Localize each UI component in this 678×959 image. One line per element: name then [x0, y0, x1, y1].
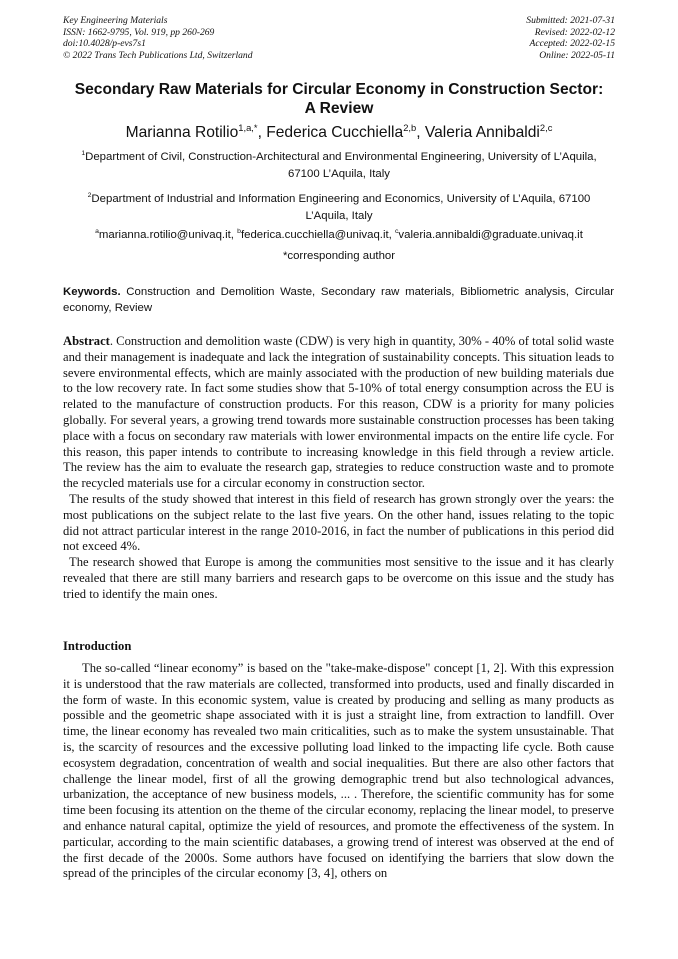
email-separator: ,	[388, 229, 395, 241]
author-affil-marker: 2,b	[403, 122, 417, 133]
paper-title	[40, 80, 638, 118]
author-list	[40, 123, 638, 142]
affiliation-1	[70, 149, 608, 183]
abstract	[63, 334, 614, 603]
author-affil-marker: 1,a,*	[238, 122, 258, 133]
abstract-text: . Construction and demolition waste (CDW) is very high in quantity, 30% - 40% of total solid waste and their management is inadequate and lack the integration of sustainability concepts. This situation leads to severe environmental effects, which are mainly associated with the production of new building materials due to the low recovery rate. In fact some studies show that 5-10% of total energy consumption across the EU is related to the manufacture of construction products. For this reason, CDW is a priority for many policies globally. For several years, a growing trend towards more sustainable construction processes has been taking place with a focus on secondary raw materials with lower environmental impacts on the entire life cycle. For this reason, this paper intends to contribute to increasing knowledge in this field through a review article. The review has the aim to evaluate the research gap, strategies to reduce construction waste and to promote the recycled materials use for a circular economy in construction sector.	[63, 334, 614, 491]
author-name: Federica Cucchiella	[266, 124, 404, 141]
affiliation-text: Department of Civil, Construction-Architectural and Environmental Engineering, University of L’Aquila, 67100 L’Aquila, Italy	[85, 151, 597, 180]
submission-dates	[526, 15, 615, 61]
keywords-label: Keywords.	[63, 286, 121, 298]
abstract-paragraph: The research showed that Europe is among the communities most sensitive to the issue and it has clearly revealed that there are still many barriers and research gaps to be overcome on this issue and the study has tried to identify the main ones.	[63, 555, 614, 601]
date-online: Online: 2022-05-11	[539, 49, 615, 61]
title-line-1: Secondary Raw Materials for Circular Economy in Construction Sector:	[74, 81, 604, 98]
journal-name: Key Engineering Materials	[63, 15, 168, 26]
author-separator: ,	[416, 124, 425, 141]
affiliation-2	[70, 191, 608, 225]
author-emails	[40, 228, 638, 243]
keywords	[63, 284, 614, 316]
email-marker: b	[237, 228, 241, 236]
abstract-paragraph: The results of the study showed that interest in this field of research has grown strongly over the years: the most publications on the subject relate to the last five years. On the other hand, issues relating to the topic did not attract particular interest in the range 2010-2016, in fact the number of publications in this period did not exceed 4%.	[63, 491, 614, 554]
journal-issn: ISSN: 1662-9795, Vol. 919, pp 260-269	[63, 26, 215, 38]
email-address: marianna.rotilio@univaq.it	[98, 229, 231, 241]
email-address: federica.cucchiella@univaq.it	[240, 229, 389, 241]
journal-copyright: © 2022 Trans Tech Publications Ltd, Switzerland	[63, 49, 253, 61]
email-separator: ,	[230, 229, 238, 241]
introduction-heading: Introduction	[63, 639, 132, 653]
author-separator: ,	[257, 124, 267, 141]
journal-info	[63, 15, 253, 61]
abstract-label: Abstract	[63, 334, 110, 348]
affiliation-marker: 1	[81, 150, 86, 158]
affiliation-marker: 2	[87, 192, 92, 200]
date-revised: Revised: 2022-02-12	[534, 26, 615, 38]
corresponding-author-note: *corresponding author	[282, 250, 396, 262]
affiliation-text: Department of Industrial and Information Engineering and Economics, University of L’Aquila, 67100 L’Aquila, Italy	[91, 193, 591, 222]
keywords-text: Construction and Demolition Waste, Secondary raw materials, Bibliometric analysis, Circular economy, Review	[63, 286, 614, 314]
date-submitted: Submitted: 2021-07-31	[526, 15, 615, 26]
email-marker: a	[95, 228, 99, 236]
introduction-paragraph: The so-called “linear economy” is based on the "take-make-dispose" concept [1, 2]. With this expression it is understood that the raw materials are collected, transformed into products, used and finally discarded in the form of waste. In this economic system, value is created by producing and selling as many products as possible and the geometric shape associated with it is just a straight line, from extraction to landfill. Over time, the linear economy has revealed two main criticalities, such as to make the system unsustainable. That is, the scarcity of resources and the excessive polluting load linked to the impacting life cycle. Both cause ecosystem degradation, concentration of wealth and social inequalities. But there are also other factors that challenge the linear model, first of all the growing demographic trend but also technological advances, urbanization, the acceptance of new business models, ... . Therefore, the scientific community has for some time been focusing its attention on the theme of the circular economy, replacing the linear model, to preserve and enhance natural capital, optimize the yield of resources, and promote the effectiveness of the system. In particular, according to the main scientific databases, a growing trend of interest was observed at the end of the first decade of the 2000s. Some authors have focused on identifying the barriers that slow down the spread of the principles of the circular economy [3, 4], others on	[63, 661, 614, 881]
journal-doi: doi:10.4028/p-evs7s1	[63, 38, 146, 50]
date-accepted: Accepted: 2022-02-15	[529, 38, 615, 50]
email-marker: c	[395, 228, 399, 236]
author-name: Marianna Rotilio	[125, 124, 239, 141]
introduction-body	[63, 661, 614, 882]
author-affil-marker: 2,c	[539, 122, 553, 133]
title-line-2: A Review	[304, 100, 374, 117]
author-name: Valeria Annibaldi	[424, 124, 540, 141]
email-address: valeria.annibaldi@graduate.univaq.it	[398, 229, 583, 241]
abstract-paragraph	[63, 334, 614, 492]
